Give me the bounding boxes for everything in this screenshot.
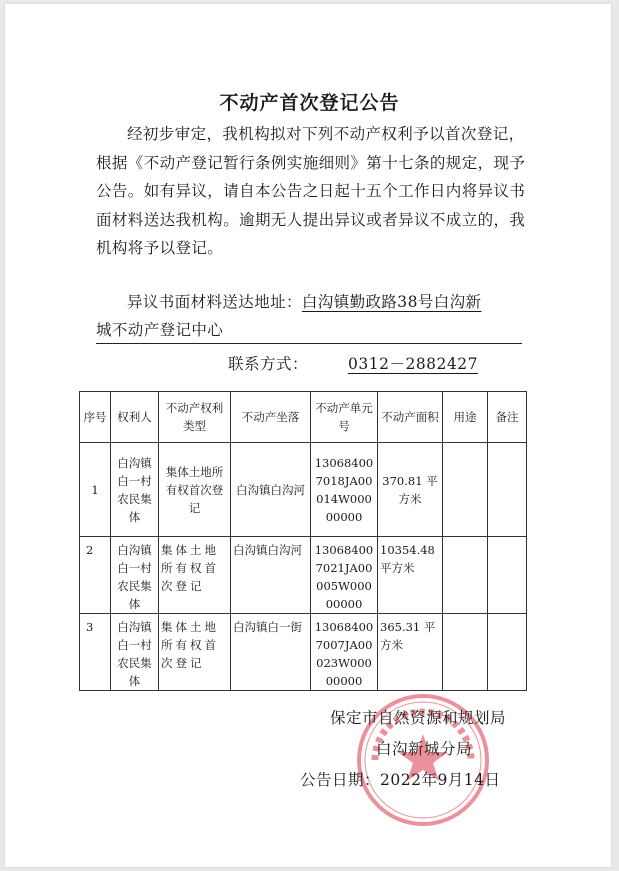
header-cell: 序号 [80, 392, 111, 443]
cell-area: 10354.48 平方米 [378, 537, 443, 614]
cell-location: 白沟镇白沟河 [231, 537, 311, 614]
contact-value: 0312－2882427 [348, 355, 478, 373]
page-title: 不动产首次登记公告 [219, 92, 400, 114]
header-cell: 不动产面积 [378, 392, 443, 443]
cell-owner: 白沟镇白一村农民集体 [111, 614, 159, 691]
cell-location: 白沟镇白沟河 [231, 443, 311, 537]
cell-location: 白沟镇白一街 [231, 614, 311, 691]
issuer-org-1: 保定市自然资源和规划局 [330, 709, 507, 727]
cell-note [488, 537, 527, 614]
cell-unit-no: 130684007018JA00014W00000000 [311, 443, 378, 537]
header-cell: 不动产坐落 [231, 392, 311, 443]
header-cell: 权利人 [111, 392, 159, 443]
cell-right-type: 集体土地所有权首次登记 [159, 537, 231, 614]
contact-label: 联系方式： [228, 355, 309, 373]
cell-owner: 白沟镇白一村农民集体 [111, 537, 159, 614]
table-row [80, 537, 527, 614]
cell-use [443, 537, 488, 614]
cell-right-type: 集体土地所有权首次登记 [159, 614, 231, 691]
cell-note [488, 443, 527, 537]
cell-no: 3 [80, 614, 111, 691]
header-cell: 用途 [443, 392, 488, 443]
cell-area: 370.81 平方米 [378, 443, 443, 537]
cell-area: 365.31 平方米 [378, 614, 443, 691]
cell-no: 1 [80, 443, 111, 537]
table-row [80, 443, 527, 537]
cell-use [443, 443, 488, 537]
table-row [80, 614, 527, 691]
cell-unit-no: 130684007007JA00023W00000000 [311, 614, 378, 691]
address-value-1: 白沟镇勤政路38号白沟新 [301, 293, 482, 311]
announcement-date: 公告日期：2022年9月14日 [300, 771, 501, 789]
header-cell: 不动产单元号 [311, 392, 378, 443]
registration-table [79, 391, 527, 691]
contact-line [228, 352, 518, 374]
header-cell: 不动产权利类型 [159, 392, 231, 443]
issuer-org-2: 白沟新城分局 [376, 740, 473, 758]
cell-no: 2 [80, 537, 111, 614]
table-header-row [80, 392, 527, 443]
address-block [96, 288, 526, 344]
address-value-2: 城不动产登记中心 [96, 321, 224, 339]
header-cell: 备注 [488, 392, 527, 443]
cell-unit-no: 130684007021JA00005W00000000 [311, 537, 378, 614]
cell-note [488, 614, 527, 691]
address-underline [96, 343, 522, 344]
address-label: 异议书面材料送达地址： [127, 293, 302, 311]
cell-use [443, 614, 488, 691]
notice-body: 经初步审定，我机构拟对下列不动产权利予以首次登记，根据《不动产登记暂行条例实施细则》第十七条的规定，现予公告。如有异议，请自本公告之日起十五个工作日内将异议书面材料送达我机构。逾期无人提出异议或者异议不成立的，我机构将予以登记。 [96, 125, 526, 258]
cell-owner: 白沟镇白一村农民集体 [111, 443, 159, 537]
cell-right-type: 集体土地所有权首次登记 [159, 443, 231, 537]
